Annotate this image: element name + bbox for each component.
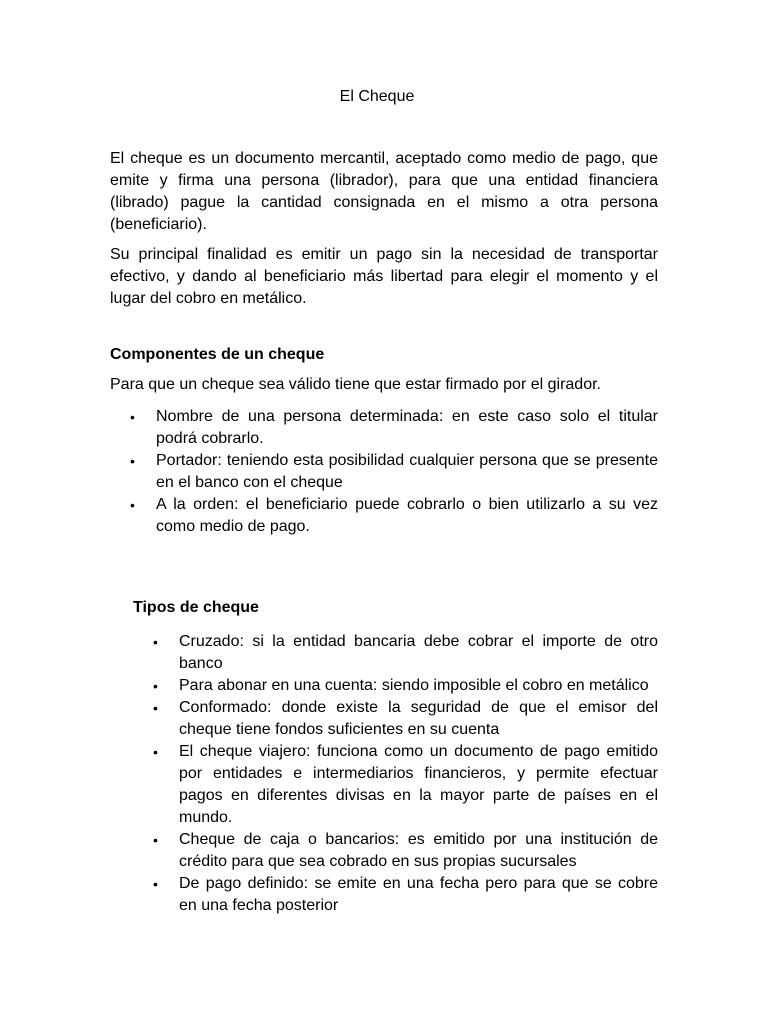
list-item-text: A la orden: el beneficiario puede cobrarlo o bien utilizarlo a su vez como medio de pago. [156,496,658,535]
bullet-icon: • [130,453,135,469]
list-item [153,873,658,917]
components-paragraph: Para que un cheque sea válido tiene que estar firmado por el girador. [110,376,601,393]
bullet-icon: • [153,700,158,716]
list-item [130,450,658,494]
intro-paragraph-1: El cheque es un documento mercantil, aceptado como medio de pago, que emite y firma una persona (librador), para que una entidad financiera (librado) pague la cantidad consignada en el mismo a otra persona (beneficiario). [110,150,658,233]
document-title: El Cheque [339,88,415,105]
list-item-text: Cruzado: si la entidad bancaria debe cobrar el importe de otro banco [179,633,658,672]
list-item [153,631,658,675]
bullet-icon: • [153,678,158,694]
list-item [130,494,658,538]
components-list [110,406,658,538]
list-item-text: Nombre de una persona determinada: en este caso solo el titular podrá cobrarlo. [156,408,658,447]
bullet-icon: • [153,876,158,892]
types-list [133,631,658,917]
list-item-text: De pago definido: se emite en una fecha pero para que se cobre en una fecha posterior [179,875,658,914]
list-item-text: El cheque viajero: funciona como un documento de pago emitido por entidades e intermediarios financieros, y permite efectuar pagos en diferentes divisas en la mayor parte de países en el mundo. [179,743,658,826]
list-item-text: Portador: teniendo esta posibilidad cualquier persona que se presente en el banco con el cheque [156,452,658,491]
list-item [153,829,658,873]
types-heading: Tipos de cheque [133,599,259,616]
bullet-icon: • [153,832,158,848]
intro-paragraph-2: Su principal finalidad es emitir un pago sin la necesidad de transportar efectivo, y dando al beneficiario más libertad para elegir el momento y el lugar del cobro en metálico. [110,246,658,307]
list-item [153,697,658,741]
bullet-icon: • [153,634,158,650]
list-item-text: Conformado: donde existe la seguridad de que el emisor del cheque tiene fondos suficientes en su cuenta [179,699,658,738]
bullet-icon: • [153,744,158,760]
list-item [153,741,658,829]
bullet-icon: • [130,409,135,425]
list-item-text: Para abonar en una cuenta: siendo imposible el cobro en metálico [179,677,649,694]
components-heading: Componentes de un cheque [110,346,325,363]
list-item [130,406,658,450]
types-section [133,597,658,917]
bullet-icon: • [130,497,135,513]
list-item [153,675,658,697]
intro-section [110,148,658,310]
list-item-text: Cheque de caja o bancarios: es emitido por una institución de crédito para que sea cobrado en sus propias sucursales [179,831,658,870]
components-section [110,344,658,538]
